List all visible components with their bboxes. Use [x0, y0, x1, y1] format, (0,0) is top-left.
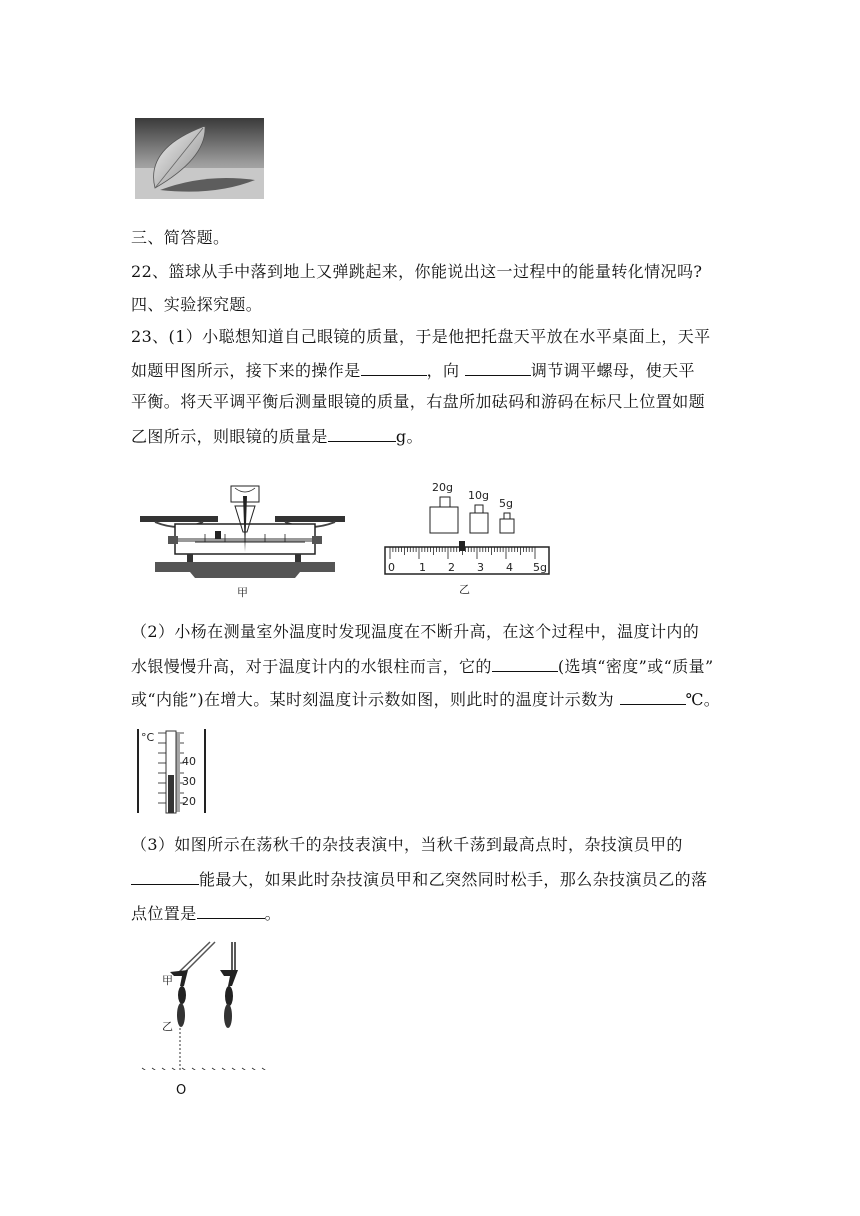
thermo-tick-30: 30	[182, 775, 196, 788]
thermometer-diagram	[135, 727, 210, 815]
swing-label-yi: 乙	[162, 1020, 173, 1033]
q23-part1-line3: 平衡。将天平调平衡后测量眼镜的质量，右盘所加砝码和游码在标尺上位置如题	[131, 392, 706, 411]
balance-diagram	[135, 472, 350, 600]
ruler-tick-0: 0	[388, 561, 395, 574]
weight-label-20g: 20g	[432, 481, 453, 494]
section4-heading: 四、实验探究题。	[131, 295, 263, 314]
q23-part2-line3-a: 或“内能”)在增大。某时刻温度计示数如图，则此时的温度计示数为	[131, 690, 620, 709]
swing-acrobat-diagram	[140, 940, 270, 1070]
thermo-tick-20: 20	[182, 795, 196, 808]
ground-hatch	[242, 1068, 248, 1070]
ground-hatch	[172, 1068, 178, 1070]
ground-hatch	[232, 1068, 238, 1070]
ground-hatch	[152, 1068, 158, 1070]
answer-blank	[492, 655, 558, 672]
q23-part3-line1: （3）如图所示在荡秋千的杂技表演中，当秋千荡到最高点时，杂技演员甲的	[131, 835, 683, 854]
q23-part1-line2	[131, 359, 695, 381]
ground-hatch	[142, 1068, 148, 1070]
answer-blank	[131, 868, 199, 885]
q23-part3-line3-a: 点位置是	[131, 904, 197, 923]
ground-hatch	[182, 1068, 188, 1070]
q23-part1-line2-b: ，向	[426, 361, 465, 380]
weight-label-5g: 5g	[499, 497, 513, 510]
ground-hatch	[162, 1068, 168, 1070]
thermometer-unit: °C	[141, 731, 155, 744]
ground-hatch	[222, 1068, 228, 1070]
q23-part1-line2-a: 如题甲图所示，接下来的操作是	[131, 361, 361, 380]
q23-part3-line2	[131, 868, 707, 890]
q23-part1-line1: 23、(1）小聪想知道自己眼镜的质量，于是他把托盘天平放在水平桌面上，天平	[131, 327, 711, 346]
ground-hatch	[212, 1068, 218, 1070]
ruler-tick-2: 2	[448, 561, 455, 574]
ground-hatch	[192, 1068, 198, 1070]
ruler-tick-1: 1	[419, 561, 426, 574]
answer-blank	[465, 359, 531, 376]
ruler-tick-3: 3	[477, 561, 484, 574]
q23-part3-line3	[131, 902, 281, 924]
ground-hatch	[202, 1068, 208, 1070]
ground-hatch	[262, 1068, 268, 1070]
answer-blank	[197, 902, 265, 919]
answer-blank	[620, 688, 686, 705]
question-22: 22、篮球从手中落到地上又弹跳起来，你能说出这一过程中的能量转化情况吗?	[131, 262, 703, 281]
fig-jia-label: 甲	[237, 586, 248, 599]
q23-part3-line3-b: 。	[264, 904, 282, 923]
ruler-tick-4: 4	[506, 561, 513, 574]
leaf-shadow-photo	[135, 118, 264, 199]
q23-part1-line4-a: 乙图所示，则眼镜的质量是	[131, 427, 328, 446]
q23-part3-line2-text: 能最大，如果此时杂技演员甲和乙突然同时松手，那么杂技演员乙的落	[199, 870, 708, 889]
swing-label-o: O	[176, 1083, 187, 1098]
q23-part1-line4	[131, 425, 423, 447]
thermo-tick-40: 40	[182, 755, 196, 768]
weights-ruler-diagram	[380, 475, 555, 603]
weight-label-10g: 10g	[468, 489, 489, 502]
answer-blank	[328, 425, 396, 442]
q23-part2-line3-b: ℃。	[685, 690, 721, 709]
ground-hatch	[252, 1068, 258, 1070]
q23-part2-line2-a: 水银慢慢升高，对于温度计内的水银柱而言，它的	[131, 657, 492, 676]
q23-part2-line1: （2）小杨在测量室外温度时发现温度在不断升高，在这个过程中，温度计内的	[131, 622, 700, 641]
q23-part2-line2	[131, 655, 714, 677]
q23-part2-line3	[131, 688, 720, 710]
q23-part2-line2-b: (选填“密度”或“质量”	[557, 657, 714, 676]
q23-part1-line2-c: 调节调平螺母，使天平	[530, 361, 695, 380]
answer-blank	[361, 359, 427, 376]
q23-part1-line4-b: g。	[395, 427, 423, 446]
section3-heading: 三、简答题。	[131, 228, 230, 247]
fig-yi-label: 乙	[459, 583, 470, 596]
ruler-tick-5g: 5g	[533, 561, 547, 574]
swing-label-jia: 甲	[162, 974, 173, 987]
